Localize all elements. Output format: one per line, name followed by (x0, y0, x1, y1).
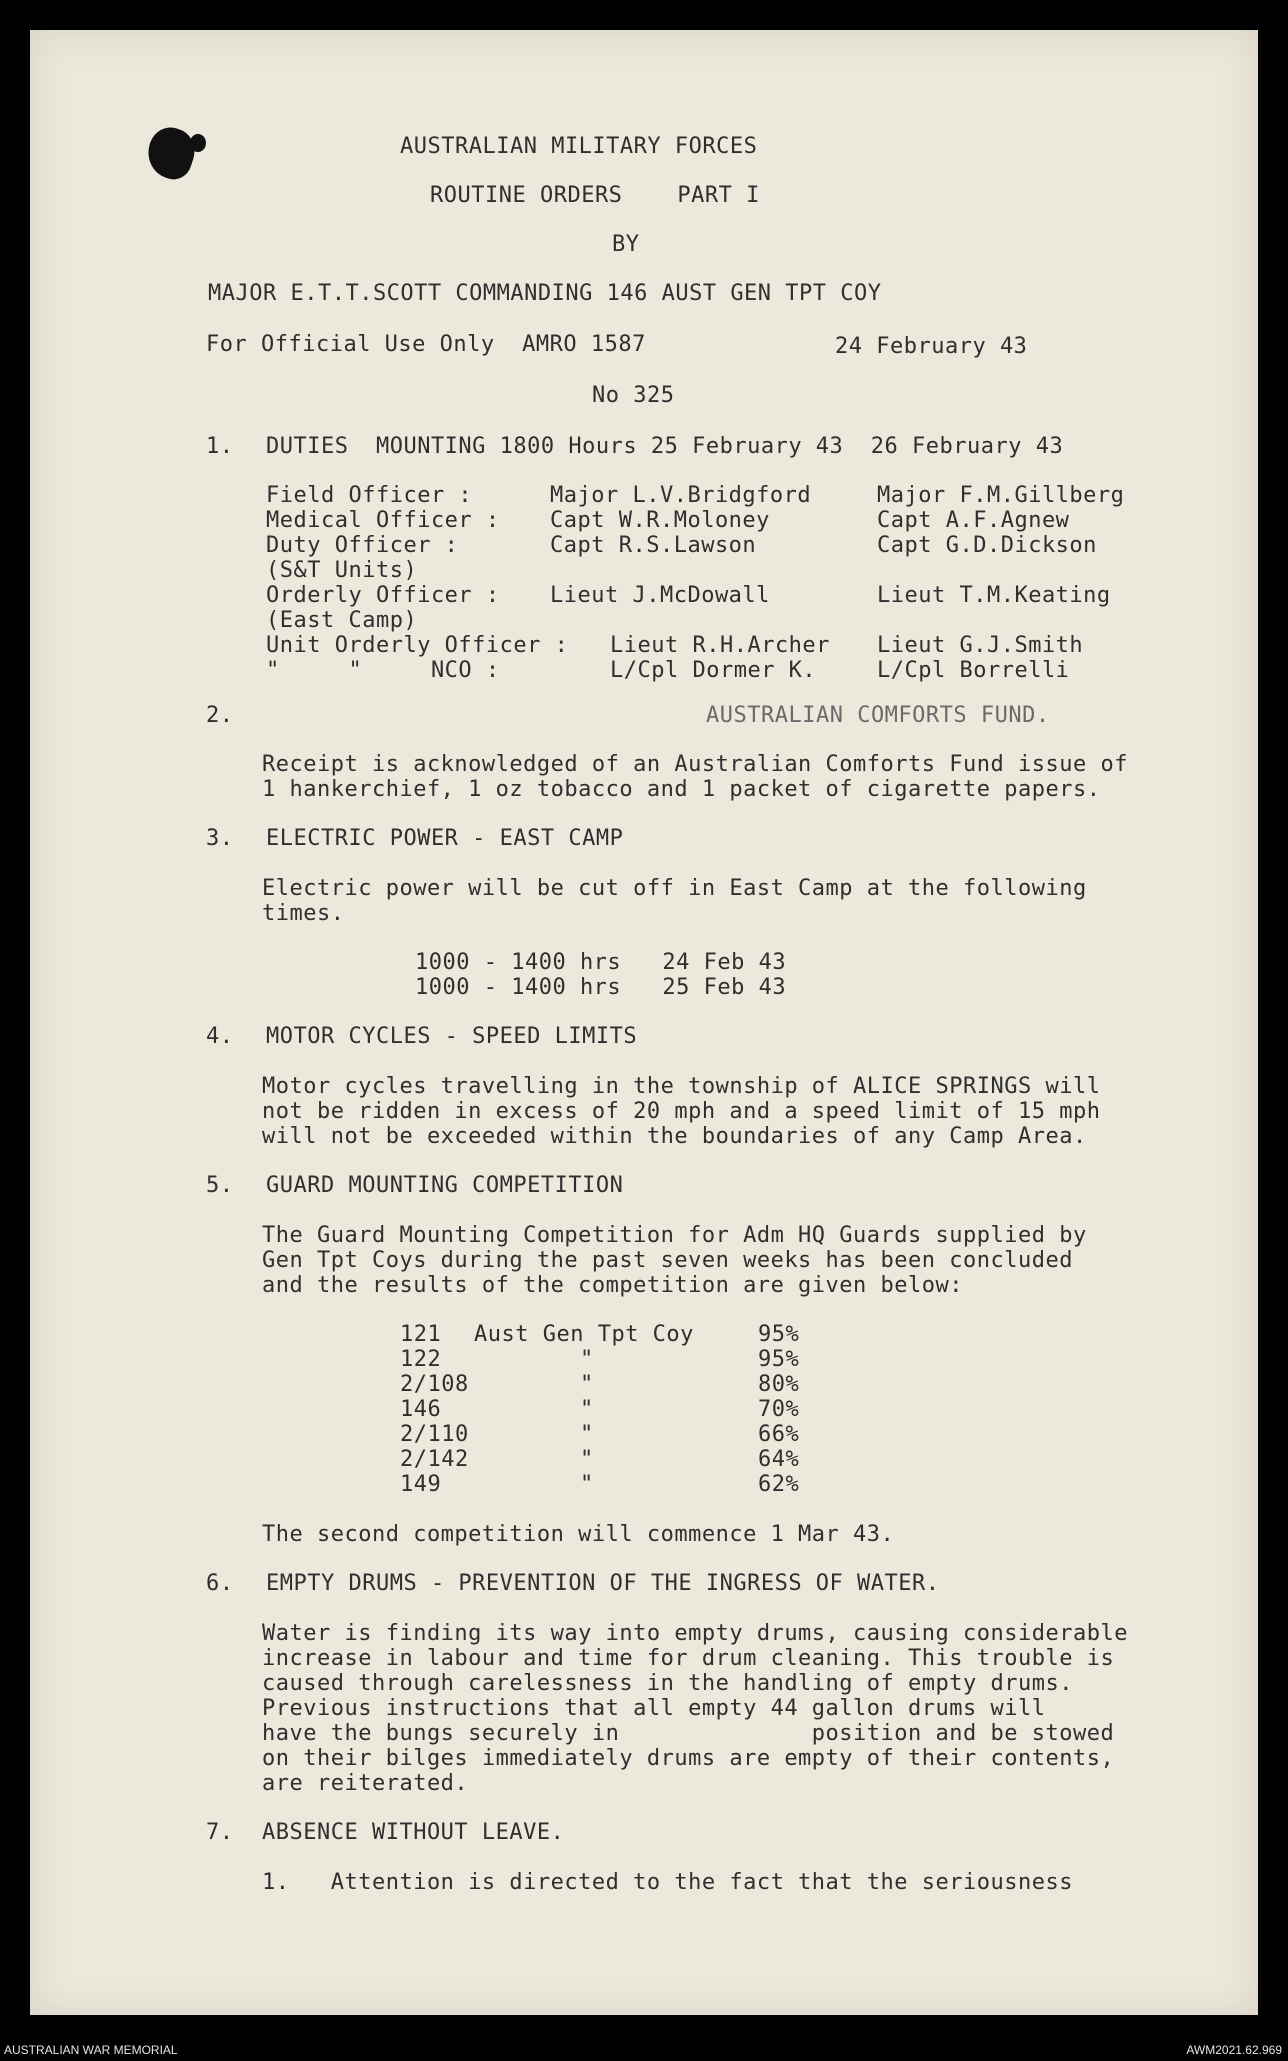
section-3-body: Electric power will be cut off in East Camp at the following (262, 876, 1087, 901)
duty-role: Medical Officer : (266, 508, 500, 533)
duty-role: Orderly Officer : (266, 583, 500, 608)
duty-person-25: L/Cpl Dormer K. (610, 658, 817, 683)
section-4-title: MOTOR CYCLES - SPEED LIMITS (266, 1024, 638, 1049)
result-ditto: " (580, 1447, 594, 1472)
section-6-body: increase in labour and time for drum cleaning. This trouble is (262, 1646, 1115, 1671)
section-6-body: on their bilges immediately drums are empty of their contents, (262, 1746, 1115, 1771)
duty-person-26: Lieut G.J.Smith (877, 633, 1084, 658)
document-page (30, 30, 1258, 2015)
result-ditto: " (580, 1422, 594, 1447)
header-line-4: MAJOR E.T.T.SCOTT COMMANDING 146 AUST GEN TPT COY (208, 281, 882, 306)
section-1-title: DUTIES MOUNTING 1800 Hours 25 February 43 26 February 43 (266, 434, 1064, 459)
section-3-number: 3. (206, 826, 234, 851)
section-5-body: and the results of the competition are given below: (262, 1273, 964, 1298)
section-5-closing: The second competition will commence 1 Mar 43. (262, 1522, 895, 1547)
duty-person-26: Major F.M.Gillberg (877, 483, 1125, 508)
official-use-line: For Official Use Only AMRO 1587 (206, 332, 646, 357)
section-7-title: ABSENCE WITHOUT LEAVE. (262, 1820, 565, 1845)
result-score: 80% (758, 1372, 800, 1397)
section-4-body: not be ridden in excess of 20 mph and a speed limit of 15 mph (262, 1099, 1101, 1124)
order-date: 24 February 43 (835, 334, 1028, 359)
duty-role-note: (S&T Units) (266, 558, 418, 583)
section-2-body: Receipt is acknowledged of an Australian Comforts Fund issue of (262, 752, 1128, 777)
result-ditto: " (580, 1397, 594, 1422)
section-6-body: caused through carelessness in the handling of empty drums. (262, 1671, 1073, 1696)
section-6-body: are reiterated. (262, 1771, 469, 1796)
result-ditto: " (580, 1472, 594, 1497)
result-unit: 2/142 (400, 1447, 469, 1472)
duty-person-26: Lieut T.M.Keating (877, 583, 1111, 608)
duty-role: Field Officer : (266, 483, 473, 508)
section-5-title: GUARD MOUNTING COMPETITION (266, 1173, 624, 1198)
result-ditto: " (580, 1372, 594, 1397)
section-3-title: ELECTRIC POWER - EAST CAMP (266, 826, 624, 851)
duty-person-25: Lieut J.McDowall (550, 583, 770, 608)
header-line-1: AUSTRALIAN MILITARY FORCES (400, 134, 758, 159)
duty-role-note: (East Camp) (266, 608, 418, 633)
duty-role: Unit Orderly Officer : (266, 633, 569, 658)
section-1-number: 1. (206, 434, 234, 459)
power-cut-time: 1000 - 1400 hrs 25 Feb 43 (415, 975, 787, 1000)
result-score: 70% (758, 1397, 800, 1422)
section-7-number: 7. (206, 1820, 234, 1845)
duty-person-25: Lieut R.H.Archer (610, 633, 830, 658)
section-6-body: have the bungs securely in position and be stowed (262, 1721, 1115, 1746)
section-6-body: Water is finding its way into empty drums, causing considerable (262, 1621, 1128, 1646)
section-3-body: times. (262, 901, 345, 926)
section-5-body: The Guard Mounting Competition for Adm HQ Guards supplied by (262, 1223, 1087, 1248)
section-2-body: 1 hankerchief, 1 oz tobacco and 1 packet of cigarette papers. (262, 777, 1101, 802)
archive-footer (0, 2039, 1288, 2061)
result-unit: 2/108 (400, 1372, 469, 1397)
archive-name: AUSTRALIAN WAR MEMORIAL (4, 2043, 178, 2057)
result-score: 62% (758, 1472, 800, 1497)
header-line-2: ROUTINE ORDERS PART I (430, 183, 760, 208)
duty-person-26: Capt A.F.Agnew (877, 508, 1070, 533)
archive-reference: AWM2021.62.969 (1186, 2043, 1282, 2057)
result-unit: 122 (400, 1347, 442, 1372)
section-6-body: Previous instructions that all empty 44 gallon drums will (262, 1696, 1046, 1721)
section-6-title: EMPTY DRUMS - PREVENTION OF THE INGRESS OF WATER. (266, 1571, 940, 1596)
punch-hole-fragment (190, 134, 206, 152)
order-number: No 325 (592, 383, 675, 408)
result-score: 64% (758, 1447, 800, 1472)
section-5-number: 5. (206, 1173, 234, 1198)
section-5-body: Gen Tpt Coys during the past seven weeks has been concluded (262, 1248, 1073, 1273)
duty-person-25: Major L.V.Bridgford (550, 483, 812, 508)
result-unit: 149 (400, 1472, 442, 1497)
section-2-title: AUSTRALIAN COMFORTS FUND. (706, 703, 1050, 728)
result-ditto: " (580, 1347, 594, 1372)
result-unit: 146 (400, 1397, 442, 1422)
punch-hole (141, 122, 200, 184)
section-6-number: 6. (206, 1571, 234, 1596)
section-2-number: 2. (206, 703, 234, 728)
result-score: 95% (758, 1322, 800, 1347)
result-score: 66% (758, 1422, 800, 1447)
duty-role: Duty Officer : (266, 533, 459, 558)
result-unit: 121 (400, 1322, 442, 1347)
header-line-3: BY (612, 232, 640, 257)
duty-person-25: Capt W.R.Moloney (550, 508, 770, 533)
duty-person-26: Capt G.D.Dickson (877, 533, 1097, 558)
result-ditto: Aust Gen Tpt Coy (474, 1322, 694, 1347)
duty-person-26: L/Cpl Borrelli (877, 658, 1070, 683)
section-4-number: 4. (206, 1024, 234, 1049)
result-unit: 2/110 (400, 1422, 469, 1447)
section-4-body: Motor cycles travelling in the township of ALICE SPRINGS will (262, 1074, 1101, 1099)
duty-person-25: Capt R.S.Lawson (550, 533, 757, 558)
result-score: 95% (758, 1347, 800, 1372)
power-cut-time: 1000 - 1400 hrs 24 Feb 43 (415, 950, 787, 975)
section-4-body: will not be exceeded within the boundaries of any Camp Area. (262, 1124, 1087, 1149)
duty-role: " " NCO : (266, 658, 500, 683)
section-7-sub: 1. Attention is directed to the fact that the seriousness (262, 1870, 1073, 1895)
